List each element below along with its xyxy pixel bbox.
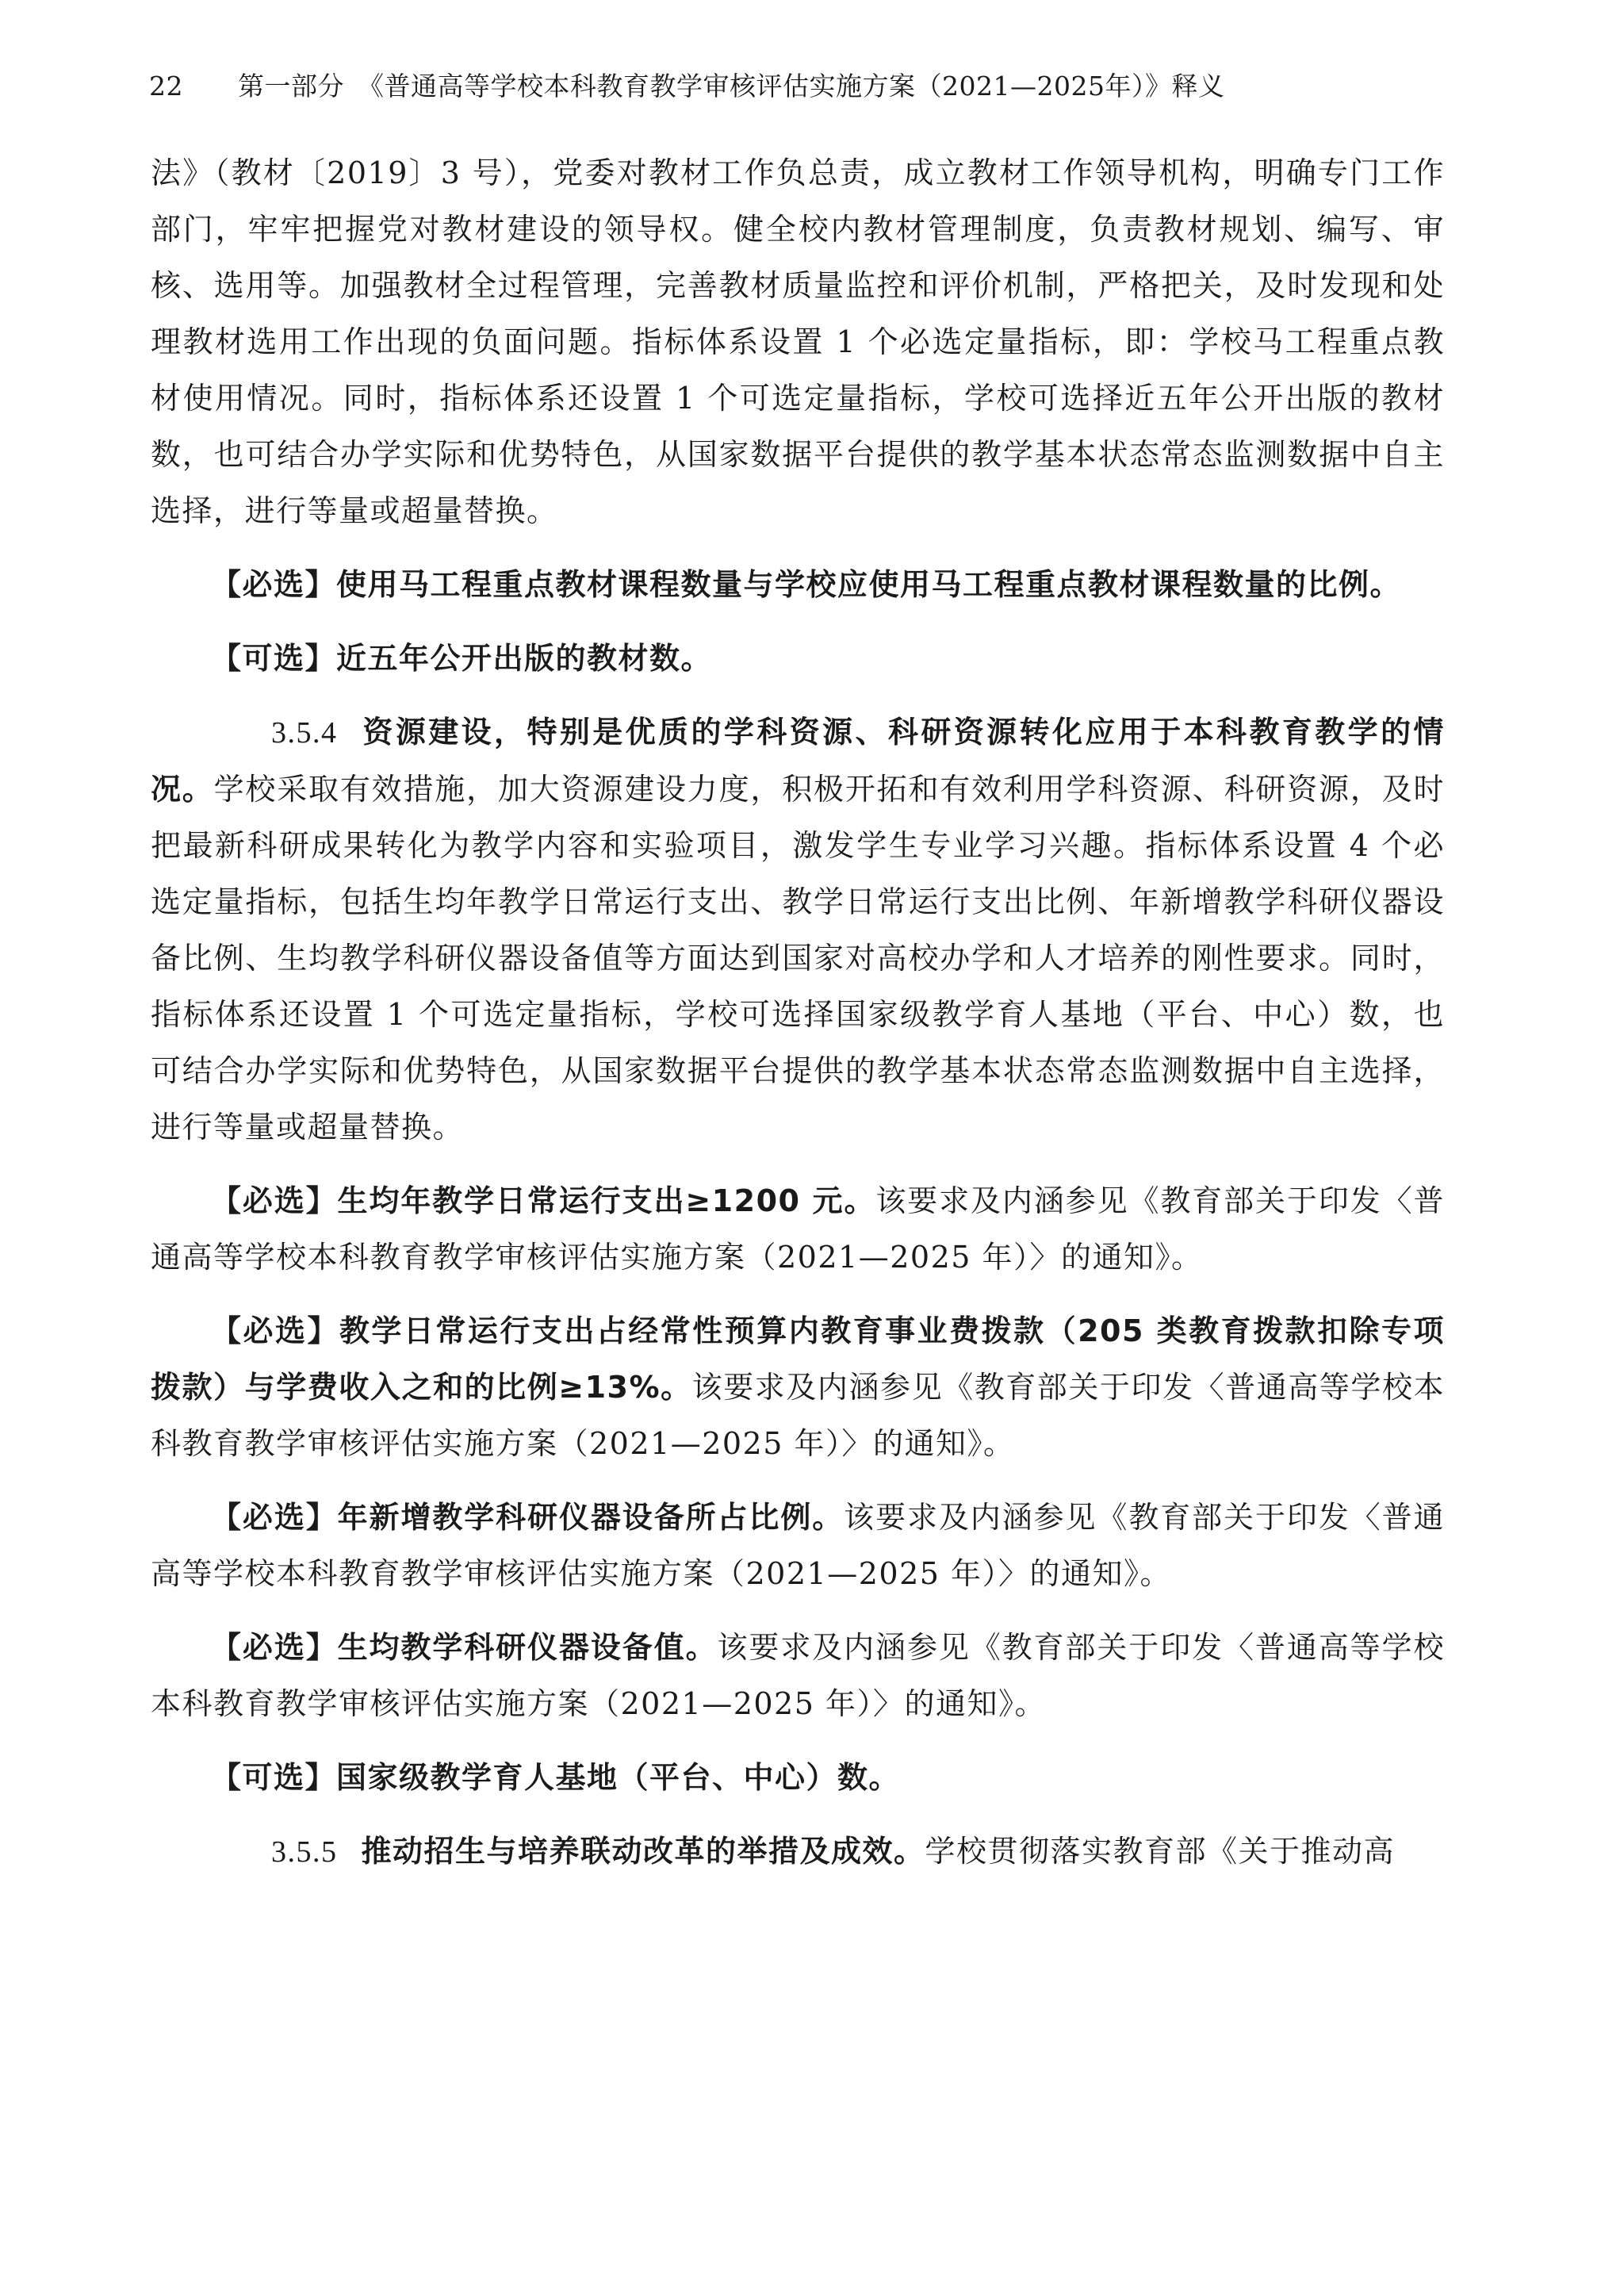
- indicator-optional: 【可选】国家级教学育人基地（平台、中心）数。: [211, 1760, 901, 1795]
- indicator-required: 【必选】生均教学科研仪器设备值。: [211, 1630, 718, 1665]
- indicator-note: 该要求及内涵参见《教育部关于印发〈普通高等学校本科教育教学审核评估实施方案（2021—2025 年）〉的通知》。: [151, 1500, 1445, 1591]
- page-number: 22: [149, 71, 183, 102]
- section-number: 3.5.5: [271, 1835, 338, 1869]
- body-text: [151, 145, 1445, 1898]
- indicator-item: [151, 1490, 1445, 1602]
- section-text: 学校贯彻落实教育部《关于推动高: [925, 1834, 1396, 1869]
- section-heading: 推动招生与培养联动改革的举措及成效。: [361, 1834, 925, 1869]
- indicator-optional: 【可选】近五年公开出版的教材数。: [211, 641, 713, 676]
- section-paragraph: [151, 1823, 1445, 1881]
- section-text: 学校采取有效措施，加大资源建设力度，积极开拓和有效利用学科资源、科研资源，及时把最新科研成果转化为教学内容和实验项目，激发学生专业学习兴趣。指标体系设置 4 个必选定量指标，包括生均年教学日常运行支出、教学日常运行支出比例、年新增教学科研仪器设备比例、生均教学科研仪器设备值等方面达到国家对高校办学和人才培养的刚性要求。同时，指标体系还设置 1 个可选定量指标，学校可选择国家级教学育人基地（平台、中心）数，也可结合办学实际和优势特色，从国家数据平台提供的教学基本状态常态监测数据中自主选择，进行等量或超量替换。: [151, 772, 1445, 1145]
- indicator-note: 该要求及内涵参见《教育部关于印发〈普通高等学校本科教育教学审核评估实施方案（2021—2025 年）〉的通知》。: [151, 1630, 1445, 1721]
- paragraph: [151, 145, 1445, 539]
- indicator-required: 【必选】教学日常运行支出占经常性预算内教育事业费拨款（205 类教育拨款扣除专项拨款）与学费收入之和的比例≥13%。: [151, 1313, 1445, 1405]
- indicator-item: [151, 557, 1445, 613]
- indicator-required: 【必选】使用马工程重点教材课程数量与学校应使用马工程重点教材课程数量的比例。: [211, 567, 1402, 602]
- indicator-required: 【必选】生均年教学日常运行支出≥1200 元。: [211, 1183, 876, 1218]
- indicator-item: [151, 631, 1445, 687]
- running-header: [149, 67, 1497, 106]
- indicator-note: 该要求及内涵参见《教育部关于印发〈普通高等学校本科教育教学审核评估实施方案（2021—2025 年）〉的通知》。: [151, 1183, 1445, 1275]
- paragraph-text: 法》（教材〔2019〕3 号），党委对教材工作负总责，成立教材工作领导机构，明确专门工作部门，牢牢把握党对教材建设的领导权。健全校内教材管理制度，负责教材规划、编写、审核、选用等。加强教材全过程管理，完善教材质量监控和评价机制，严格把关，及时发现和处理教材选用工作出现的负面问题。指标体系设置 1 个必选定量指标，即：学校马工程重点教材使用情况。同时，指标体系还设置 1 个可选定量指标，学校可选择近五年公开出版的教材数，也可结合办学实际和优势特色，从国家数据平台提供的教学基本状态常态监测数据中自主选择，进行等量或超量替换。: [151, 155, 1445, 528]
- section-number: 3.5.4: [271, 716, 338, 750]
- indicator-item: [151, 1750, 1445, 1806]
- indicator-required: 【必选】年新增教学科研仪器设备所占比例。: [211, 1500, 845, 1535]
- indicator-item: [151, 1303, 1445, 1472]
- section-paragraph: [151, 704, 1445, 1156]
- header-title: 第一部分 《普通高等学校本科教育教学审核评估实施方案（2021—2025年）》释义: [238, 71, 1225, 102]
- indicator-note: 该要求及内涵参见《教育部关于印发〈普通高等学校本科教育教学审核评估实施方案（2021—2025 年）〉的通知》。: [151, 1370, 1445, 1461]
- indicator-item: [151, 1620, 1445, 1732]
- section-heading: 资源建设，特别是优质的学科资源、科研资源转化应用于本科教育教学的情况。: [151, 715, 1445, 807]
- indicator-item: [151, 1173, 1445, 1286]
